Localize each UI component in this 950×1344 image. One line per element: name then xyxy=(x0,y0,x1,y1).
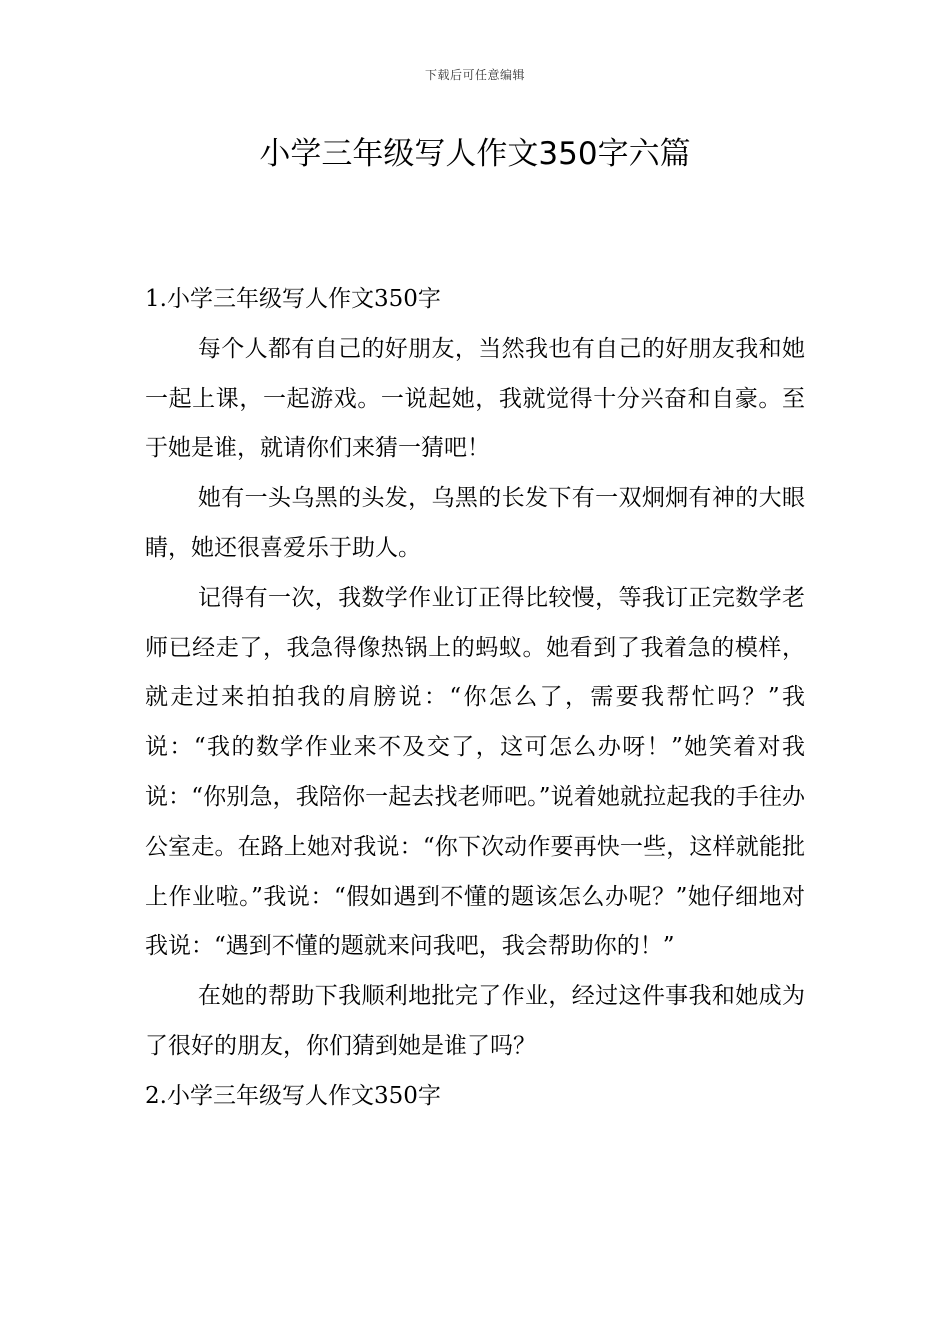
section-heading-2: 2.小学三年级写人作文350字 xyxy=(145,1082,441,1109)
paragraph-1: 每个人都有自己的好朋友，当然我也有自己的好朋友我和她一起上课，一起游戏。一说起她，我就觉得十分兴奋和自豪。至于她是谁，就请你们来猜一猜吧！ xyxy=(145,335,805,462)
paragraph-2: 她有一头乌黑的头发，乌黑的长发下有一双炯炯有神的大眼睛，她还很喜爱乐于助人。 xyxy=(145,485,805,561)
paragraph-3: 记得有一次，我数学作业订正得比较慢，等我订正完数学老师已经走了，我急得像热锅上的蚂蚁。她看到了我着急的模样，就走过来拍拍我的肩膀说：“你怎么了，需要我帮忙吗？”我说：“我的数学作业来不及交了，这可怎么办呀！”她笑着对我说：“你别急，我陪你一起去找老师吧。”说着她就拉起我的手往办公室走。在路上她对我说：“你下次动作要再快一些，这样就能批上作业啦。”我说：“假如遇到不懂的题该怎么办呢？”她仔细地对我说：“遇到不懂的题就来问我吧，我会帮助你的！” xyxy=(145,584,805,960)
paragraph-4: 在她的帮助下我顺利地批完了作业，经过这件事我和她成为了很好的朋友，你们猜到她是谁了吗？ xyxy=(145,983,805,1059)
document-title: 小学三年级写人作文350字六篇 xyxy=(259,136,691,172)
header-note: 下载后可任意编辑 xyxy=(424,68,525,82)
document-body xyxy=(145,275,805,1122)
section-heading-1: 1.小学三年级写人作文350字 xyxy=(145,286,441,312)
